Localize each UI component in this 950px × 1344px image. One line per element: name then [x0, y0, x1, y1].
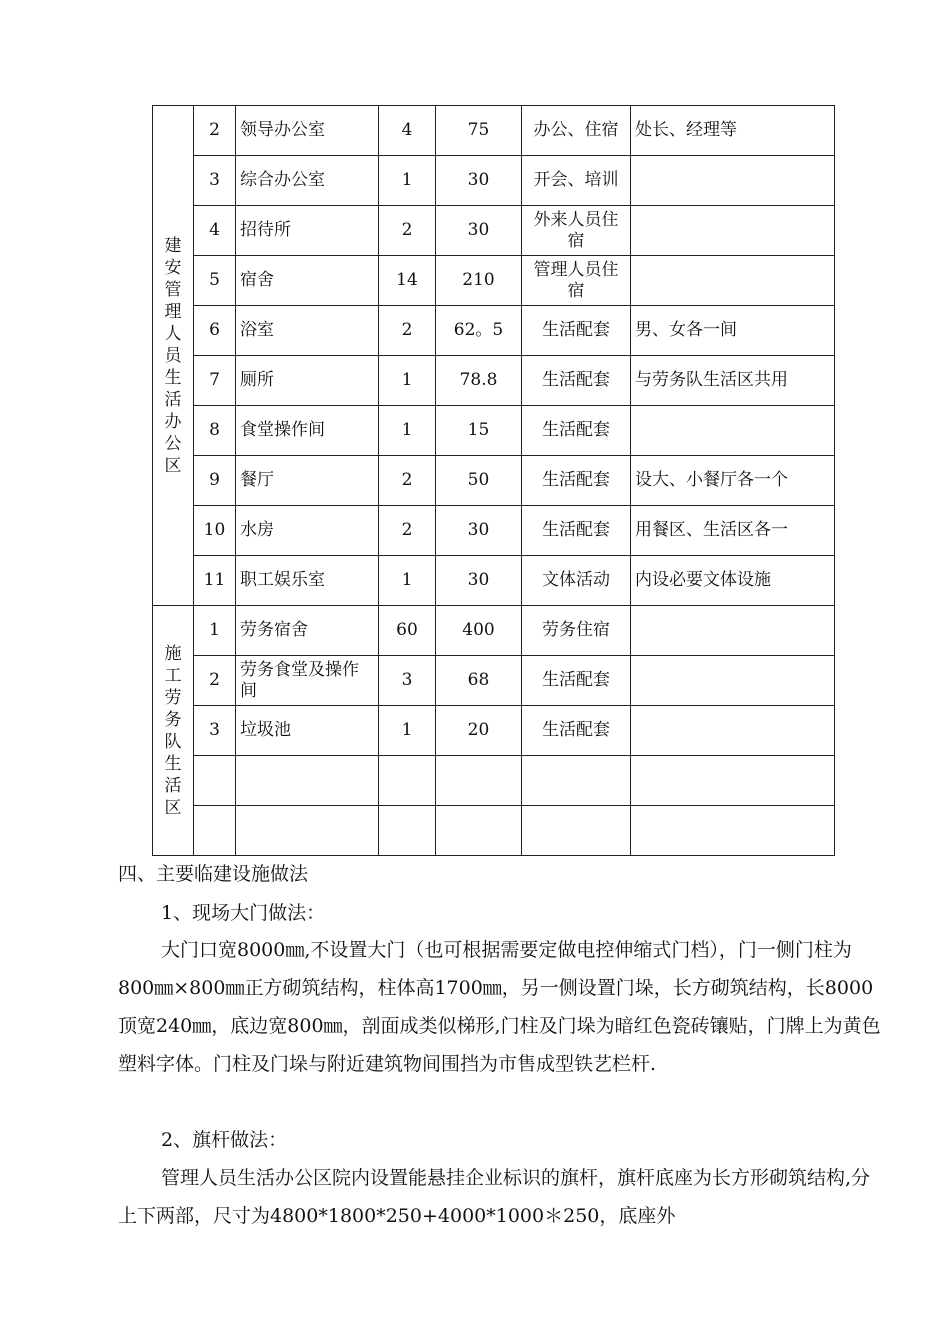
- cell-area: 78.8: [436, 356, 522, 406]
- cell-name: 水房: [236, 506, 379, 556]
- cell-qty: 2: [379, 506, 436, 556]
- cell-note: [631, 606, 835, 656]
- table-row: [153, 456, 835, 506]
- cell-area: 30: [436, 556, 522, 606]
- cell-qty: 60: [379, 606, 436, 656]
- cell-area: 30: [436, 156, 522, 206]
- cell-area: 30: [436, 206, 522, 256]
- cell-qty: 2: [379, 306, 436, 356]
- cell-area: 30: [436, 506, 522, 556]
- cell-no: 10: [194, 506, 236, 556]
- cell-use: 劳务住宿: [522, 606, 631, 656]
- cell-note: [631, 806, 835, 856]
- cell-name: 劳务宿舍: [236, 606, 379, 656]
- cell-name: 宿舍: [236, 256, 379, 306]
- cell-qty: 2: [379, 206, 436, 256]
- table-row: [153, 106, 835, 156]
- table-row: [153, 356, 835, 406]
- table-row: [153, 156, 835, 206]
- table-row: [153, 506, 835, 556]
- gate-paragraph: 大门口宽8000㎜,不设置大门（也可根据需要定做电控伸缩式门档），门一侧门柱为800㎜×800㎜正方砌筑结构，柱体高1700㎜，另一侧设置门垛，长方砌筑结构，长8000顶宽240㎜，底边宽800㎜，剖面成类似梯形,门柱及门垛为暗红色瓷砖镶贴，门牌上为黄色塑料字体。门柱及门垛与附近建筑物间围挡为市售成型铁艺栏杆.: [118, 939, 881, 1075]
- zone-label-cell: [153, 606, 194, 856]
- cell-name: [236, 806, 379, 856]
- cell-use: 文体活动: [522, 556, 631, 606]
- table-row: [153, 556, 835, 606]
- cell-area: 20: [436, 706, 522, 756]
- cell-area: 50: [436, 456, 522, 506]
- cell-use: 生活配套: [522, 406, 631, 456]
- facility-table: [152, 105, 835, 856]
- cell-note: 设大、小餐厅各一个: [631, 456, 835, 506]
- cell-name: 垃圾池: [236, 706, 379, 756]
- cell-note: 男、女各一间: [631, 306, 835, 356]
- cell-name: 厕所: [236, 356, 379, 406]
- table-row: [153, 706, 835, 756]
- zone-label: 建安管理人员生活办公区: [164, 235, 182, 476]
- cell-note: [631, 656, 835, 706]
- cell-use: 管理人员住宿: [522, 256, 631, 306]
- cell-use: 办公、住宿: [522, 106, 631, 156]
- cell-use: 生活配套: [522, 506, 631, 556]
- cell-no: 9: [194, 456, 236, 506]
- cell-no: 7: [194, 356, 236, 406]
- cell-name: 食堂操作间: [236, 406, 379, 456]
- cell-no: [194, 756, 236, 806]
- cell-qty: 4: [379, 106, 436, 156]
- table-row: [153, 256, 835, 306]
- cell-note: [631, 206, 835, 256]
- cell-qty: 1: [379, 556, 436, 606]
- cell-use: 生活配套: [522, 306, 631, 356]
- cell-area: 75: [436, 106, 522, 156]
- cell-note: [631, 706, 835, 756]
- cell-use: [522, 756, 631, 806]
- cell-area: [436, 756, 522, 806]
- cell-use: 生活配套: [522, 456, 631, 506]
- cell-no: 5: [194, 256, 236, 306]
- cell-use: 开会、培训: [522, 156, 631, 206]
- cell-qty: 1: [379, 406, 436, 456]
- cell-use: 生活配套: [522, 706, 631, 756]
- cell-name: 招待所: [236, 206, 379, 256]
- cell-area: 210: [436, 256, 522, 306]
- cell-note: 与劳务队生活区共用: [631, 356, 835, 406]
- cell-no: 3: [194, 156, 236, 206]
- cell-area: [436, 806, 522, 856]
- cell-no: 6: [194, 306, 236, 356]
- cell-no: 8: [194, 406, 236, 456]
- subheading-flagpole: 2、旗杆做法：: [161, 1129, 288, 1151]
- table-row: [153, 606, 835, 656]
- table-row: [153, 406, 835, 456]
- cell-area: 400: [436, 606, 522, 656]
- cell-no: 2: [194, 106, 236, 156]
- cell-use: 外来人员住宿: [522, 206, 631, 256]
- cell-no: [194, 806, 236, 856]
- cell-note: [631, 156, 835, 206]
- cell-no: 1: [194, 606, 236, 656]
- cell-no: 11: [194, 556, 236, 606]
- cell-area: 68: [436, 656, 522, 706]
- table-row: [153, 806, 835, 856]
- subheading-gate: 1、现场大门做法：: [161, 902, 326, 924]
- table-row: [153, 756, 835, 806]
- cell-name: 职工娱乐室: [236, 556, 379, 606]
- cell-name: 浴室: [236, 306, 379, 356]
- cell-use: [522, 806, 631, 856]
- cell-qty: 3: [379, 656, 436, 706]
- cell-qty: [379, 806, 436, 856]
- cell-no: 2: [194, 656, 236, 706]
- cell-note: 用餐区、生活区各一: [631, 506, 835, 556]
- cell-use: 生活配套: [522, 656, 631, 706]
- table-row: [153, 656, 835, 706]
- cell-use: 生活配套: [522, 356, 631, 406]
- cell-no: 4: [194, 206, 236, 256]
- cell-area: 15: [436, 406, 522, 456]
- cell-note: 内设必要文体设施: [631, 556, 835, 606]
- cell-name: 领导办公室: [236, 106, 379, 156]
- cell-note: [631, 406, 835, 456]
- zone-label-cell: [153, 106, 194, 606]
- cell-note: [631, 256, 835, 306]
- cell-qty: 14: [379, 256, 436, 306]
- table-row: [153, 306, 835, 356]
- cell-qty: 1: [379, 706, 436, 756]
- cell-note: 处长、经理等: [631, 106, 835, 156]
- cell-area: 62。5: [436, 306, 522, 356]
- cell-qty: [379, 756, 436, 806]
- cell-qty: 2: [379, 456, 436, 506]
- table-row: [153, 206, 835, 256]
- section-heading: 四、主要临建设施做法: [118, 863, 309, 885]
- cell-name: 综合办公室: [236, 156, 379, 206]
- cell-qty: 1: [379, 156, 436, 206]
- cell-note: [631, 756, 835, 806]
- flagpole-paragraph: 管理人员生活办公区院内设置能悬挂企业标识的旗杆，旗杆底座为长方形砌筑结构,分上下两部，尺寸为4800*1800*250+4000*1000＊250，底座外: [118, 1167, 871, 1227]
- cell-name: [236, 756, 379, 806]
- cell-name: 餐厅: [236, 456, 379, 506]
- cell-qty: 1: [379, 356, 436, 406]
- zone-label: 施工劳务队生活区: [164, 643, 182, 818]
- cell-no: 3: [194, 706, 236, 756]
- cell-name: 劳务食堂及操作间: [236, 656, 379, 706]
